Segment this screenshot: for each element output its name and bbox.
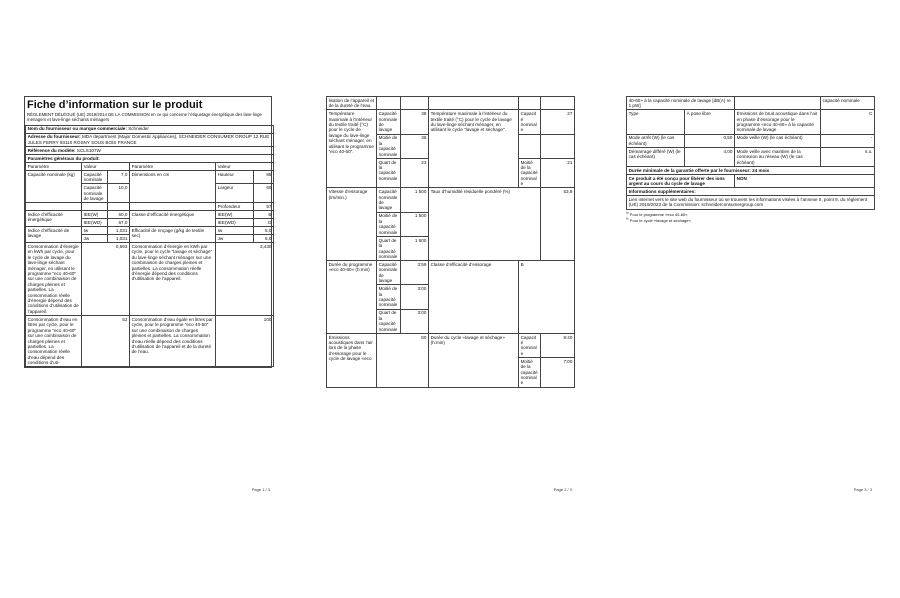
dur-full-label: Capacité nominale de lavage xyxy=(377,261,401,285)
moisture-value: 53,9 xyxy=(541,188,575,261)
jw-value: 1,031 xyxy=(108,235,130,243)
duration-label: Durée du programme «eco 40-60» (h:min) xyxy=(327,261,377,334)
energy-wd-value: 3,430 xyxy=(216,243,274,316)
eei-w-value: 60,0 xyxy=(108,211,130,219)
general-params-label: Paramètres généraux du produit: xyxy=(26,155,274,163)
cap-wash-label: Capacité nominale xyxy=(82,171,108,184)
delay-value: 4,00 xyxy=(685,148,735,167)
cap-dry-label: Capacité nominale de lavage xyxy=(82,184,108,203)
energy-wd-label: Consommation d’énergie en kWh par cycle, pour le cycle "lavage et séchage" du lave-linge séchant ménager sur une combinaison de charges pleines et partielles. La consommation réelle d’énergie dépend des conditions d’utilisation de l’appareil. xyxy=(130,243,216,316)
footnote-b-text: Pour le cycle «lavage et séchage». xyxy=(629,217,692,223)
supplier-name-label: Nom du fournisseur ou marque commerciale: xyxy=(27,126,127,132)
moisture-label: Taux d’humidité résiduelle pondéré (%) xyxy=(429,188,541,261)
rinse-label: Efficacité de rinçage (g/kg de textile sec) xyxy=(130,227,216,243)
page-1-frame xyxy=(24,96,272,368)
standby-value: - xyxy=(821,134,875,147)
noise-class: C xyxy=(821,110,875,134)
temp-half-label: Moitié de la capacité nominale xyxy=(377,134,401,158)
temp-quarter-label: Quart de la capacité nominale xyxy=(377,158,401,188)
depth-label: Profondeur xyxy=(216,203,254,211)
page-3 xyxy=(626,96,874,494)
spin-label: Vitesse d’essorage (trs/min.) xyxy=(327,188,377,261)
silver-label: Ce produit a été conçu pour libérer des ions argent au cours du cycle de lavage xyxy=(627,174,735,187)
wd-dur-full: 9:40 xyxy=(541,333,575,357)
spin-full-label: Capacité nominale de lavage xyxy=(377,188,401,212)
eei-label: Indice d’efficacité énergétique xyxy=(26,211,82,227)
supplier-address-label: Adresse du fournisseur: xyxy=(27,134,81,140)
temp-label: Température maximale à l’intérieur du textile traité (°C) pour le cycle de lavage du lave-linge séchant ménager, en utilisant le programme "eco 40-60". xyxy=(327,110,377,188)
temp-wd-full: 27 xyxy=(541,110,575,134)
spin-quarter: 1 500 xyxy=(401,236,429,260)
general-params-table xyxy=(25,125,274,368)
supplier-link[interactable]: Lien internet vers le site web du fournisseur où se trouvent les informations visées à l’annexe II, point 9, du règlement (UE) 2019/2023 de la Commission: schneiderconsumergroup.com xyxy=(627,196,875,209)
noise-value: 80 xyxy=(377,333,429,387)
jw2-label: Jw xyxy=(216,235,254,243)
dur-full: 3:59 xyxy=(401,261,429,285)
depth-value: 57 xyxy=(254,203,274,211)
energy-class-label: Classe d’efficacité énergétique xyxy=(130,211,216,227)
width-label: Largeur xyxy=(216,184,254,203)
col-param-header-2: Paramètre xyxy=(130,163,216,171)
eei-wd-label: IEE(WD) xyxy=(82,219,108,227)
temp-wd-half-label: Moitié de la capacité nominale xyxy=(519,158,541,188)
page-number-1: Page 1 / 3 xyxy=(251,487,270,492)
width-value: 60 xyxy=(254,184,274,203)
standby-label: Mode veille (W) (le cas échéant) xyxy=(735,134,821,147)
eei-w-label: IEE(W) xyxy=(82,211,108,219)
spin-half: 1 500 xyxy=(401,212,429,236)
cap-wash-value: 7,0 xyxy=(108,171,130,184)
footnote-b: $^{b)}$ Pour le cycle «lavage et séchage». xyxy=(626,216,692,223)
spin-class-label: Classe d’efficacité d’essorage xyxy=(429,261,519,334)
performance-table xyxy=(326,96,575,388)
page-2 xyxy=(326,96,574,494)
continued-right-p3: capacité nominale xyxy=(821,97,875,110)
water-wash-value: 52 xyxy=(82,316,130,367)
dur-half: 3:00 xyxy=(401,285,429,309)
footnotes xyxy=(626,210,874,224)
water-wd-label: Consommation d’eau égale en litres par cycle, pour le programme "eco 40-60" sur une combinaison de charges pleines et partielles. La consommation d’eau réelle dépend des conditions d’utilisation de l’appareil et de la dureté de l’eau. xyxy=(130,316,216,367)
energy-wash-label: Consommation d’énergie en kWh par cycle, pour le cycle de lavage du lave-linge séchant ménager, en utilisant le programme "eco 40-60" sur une combinaison de charges pleines et partielles. La consommation réelle d’énergie dépend des conditions d’utilisation de l’appareil. xyxy=(26,243,82,316)
regulation-text: RÈGLEMENT DÉLÉGUÉ (UE) 2019/2014 DE LA COMMISSION en ce qui concerne l’étiquetage énergétique des lave-linge ménagers et lave-linge séchants ménagers xyxy=(27,112,262,123)
footnote-a-text: Pour le programme «eco 40-60». xyxy=(629,211,689,217)
jw-label: Jw xyxy=(82,235,108,243)
height-label: Hauteur xyxy=(216,171,254,184)
warranty-text: Durée minimale de la garantie offerte par le fournisseur: 24 mois xyxy=(627,166,875,174)
spin-class: B xyxy=(519,261,575,334)
water-wash-label: Consommation d’eau en litres par cycle, pour le programme "eco 40-60" sur une combinaison de charges pleines et partielles. La consommation réelle d’eau dépend des conditions d’uti- xyxy=(26,316,82,367)
energy-class-w-label: IEE(W) xyxy=(216,211,254,219)
cap-dry-value: 10,0 xyxy=(108,184,130,203)
document-title: Fiche d’information sur le produit xyxy=(27,99,203,111)
wd-dur-half-label: Moitié de la capacité nominale xyxy=(519,358,541,388)
col-value-header: Valeur xyxy=(82,163,130,171)
iw2-value: 5,0 xyxy=(254,227,274,235)
iw-value: 1,031 xyxy=(108,227,130,235)
dimensions-label: Dimensions en cm xyxy=(130,171,216,203)
page-number-2: Page 2 / 3 xyxy=(553,487,572,492)
water-wd-value: 100 xyxy=(216,316,274,367)
noise-class-label: Émissions de bruit acoustique dans l’air en phase d’essorage pour le programme «eco 40-60» à la capacité nominale de lavage xyxy=(735,110,821,134)
dur-quarter-label: Quart de la capacité nominale xyxy=(377,309,401,333)
energy-class-wd: D xyxy=(254,219,274,227)
silver-value: NON xyxy=(735,174,875,187)
temp-wd-half: 21 xyxy=(541,158,575,188)
page-1 xyxy=(24,96,272,494)
spin-half-label: Moitié de la capacité nominale xyxy=(377,212,401,236)
footnote-a: $^{a)}$ Pour le programme «eco 40-60». xyxy=(626,210,689,217)
off-label: Mode arrêt (W) (le cas échéant) xyxy=(627,134,685,147)
page-number-3: Page 3 / 3 xyxy=(853,487,872,492)
type-value: À pose libre xyxy=(685,110,735,134)
off-value: 0,50 xyxy=(685,134,735,147)
energy-class-wd-label: IEE(WD) xyxy=(216,219,254,227)
noise-label: Émissions acoustiques dans l’air lors de la phase d’essorage pour le cycle de lavage «eco xyxy=(327,333,377,387)
delay-label: Démarrage différé (W) (le cas échéant) xyxy=(627,148,685,167)
dur-quarter: 3:00 xyxy=(401,309,429,333)
standby-table xyxy=(626,96,875,210)
wash-eff-label: Indice d’efficacité de lavage xyxy=(26,227,82,243)
energy-class-w: B xyxy=(254,211,274,219)
col-value-header-2: Valeur xyxy=(216,163,274,171)
energy-wash-value: 0,593 xyxy=(82,243,130,316)
wd-dur-full-label: Capacité nominale xyxy=(519,333,541,357)
network-label: Mode veille avec maintien de la connexion au réseau (W) (le cas échéant) xyxy=(735,148,821,167)
spin-full: 1 500 xyxy=(401,188,429,212)
spin-quarter-label: Quart de la capacité nominale xyxy=(377,236,401,260)
eei-wd-value: 67,0 xyxy=(108,219,130,227)
supplier-address: MDA department (Major Domestic Appliances), SCHNEIDER CONSUMER GROUP 12 RUE JULES FERRY 93110 ROSNY SOUS BOIS FRANCE xyxy=(27,134,270,145)
jw2-value: 5,0 xyxy=(254,235,274,243)
continued-text-p3: 40-60» à la capacité nominale de lavage [dB(A) re 1 pW] xyxy=(627,97,735,110)
temp-full: 38 xyxy=(401,110,429,134)
temp-half: 36 xyxy=(401,134,429,158)
wd-dur-half: 7:00 xyxy=(541,358,575,388)
wd-duration-label: Durée du cycle «lavage et séchage» (h:min) xyxy=(429,333,519,387)
model-value: SCLS107W xyxy=(76,147,101,153)
continued-text: lisation de l’appareil et de la dureté de l’eau. xyxy=(327,97,377,110)
iw2-label: Iw xyxy=(216,227,254,235)
network-value: s.o. xyxy=(821,148,875,167)
iw-label: Iw xyxy=(82,227,108,235)
height-value: 85 xyxy=(254,171,274,184)
dur-half-label: Moitié de la capacité nominale xyxy=(377,285,401,309)
temp-wd-full-label: Capacité nominale xyxy=(519,110,541,134)
temp-full-label: Capacité nominale de lavage xyxy=(377,110,401,134)
model-label: Référence du modèle: xyxy=(27,147,76,153)
temp-wd-label: Température maximale à l’intérieur du textile traité (°C) pour le cycle de lavage du lave-linge séchant ménager, en utilisant le cycle "lavage et séchage". xyxy=(429,110,519,188)
type-label: Type xyxy=(627,110,685,134)
temp-quarter: 23 xyxy=(401,158,429,188)
capacity-label: Capacité nominale (kg) xyxy=(26,171,82,203)
col-param-header: Paramètre xyxy=(26,163,82,171)
supplier-name: Schneider xyxy=(128,126,149,132)
extra-info-label: Informations supplémentaires: xyxy=(627,188,875,196)
